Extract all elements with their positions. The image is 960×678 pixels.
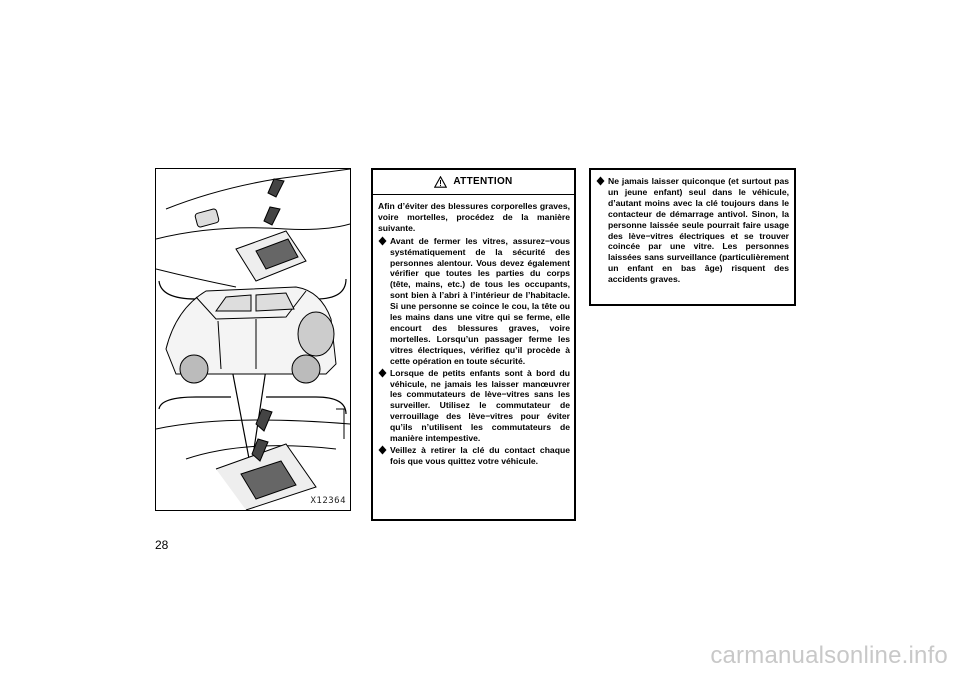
bullet-diamond-icon <box>378 368 387 378</box>
bullet-diamond-icon <box>378 445 387 455</box>
bullet-text: Avant de fermer les vitres, assurez−vous systématiquement de la sécurité des personnes alentour. Vous devez également vérifier que toutes les parties du corps (tête, mains, etc.) de tous les occupants, sont bien à l’abri à l’intérieur de l’habitacle. Si une personne se coince le cou, la tête ou les mains dans une vitre qui se ferme, elle encourt des blessures graves, voire mortelles. Lorsqu’un passager ferme les vitres électriques, vérifiez qu’il procède à cette opération en toute sécurité. <box>390 235 570 366</box>
warning-bullet-list <box>378 236 570 467</box>
list-item <box>378 368 570 444</box>
warning-continuation-box <box>589 168 796 306</box>
lower-switch-detail <box>156 409 350 510</box>
illustration-drawing <box>156 169 350 510</box>
watermark: carmanualsonline.info <box>710 642 948 669</box>
warning-body <box>373 195 574 467</box>
bullet-diamond-icon <box>378 236 387 246</box>
warning-box <box>371 168 576 521</box>
warning-intro: Afin d’éviter des blessures corporelles graves, voire mortelles, procédez de la manière suivante. <box>378 201 570 233</box>
figure-code: X12364 <box>310 496 346 506</box>
bullet-text: Ne jamais laisser quiconque (et surtout pas un jeune enfant) seul dans le véhicule, d’autant moins avec la clé toujours dans le contacteur de démarrage antivol. Sinon, la personne laissée seule pourrait faire usage des lève−vitres électriques et se trouver coincée par une vitre. Les personnes laissées sans surveillance (particulièrement un enfant en bas âge) risquent des accidents graves. <box>608 176 789 285</box>
list-item <box>596 176 789 285</box>
bullet-diamond-icon <box>596 176 605 186</box>
warning-heading: ATTENTION <box>453 175 513 187</box>
list-item <box>378 445 570 467</box>
continuation-bullet-list <box>596 176 789 285</box>
list-item <box>378 236 570 367</box>
page-number: 28 <box>155 538 169 552</box>
bullet-text: Lorsque de petits enfants sont à bord du véhicule, ne jamais les laisser manœuvrer les commutateurs de lève−vitres sans les surveiller. Utilisez le commutateur de verrouillage des lève−vitres pour éviter qu’ils n’utilisent les commutateurs de manière intempestive. <box>390 367 570 444</box>
vehicle-sketch <box>166 287 336 383</box>
warning-triangle-icon <box>434 176 447 188</box>
upper-switch-detail <box>156 169 350 287</box>
window-switch-illustration <box>155 168 351 511</box>
warning-header <box>373 170 574 195</box>
bullet-text: Veillez à retirer la clé du contact chaque fois que vous quittez votre véhicule. <box>390 444 570 466</box>
